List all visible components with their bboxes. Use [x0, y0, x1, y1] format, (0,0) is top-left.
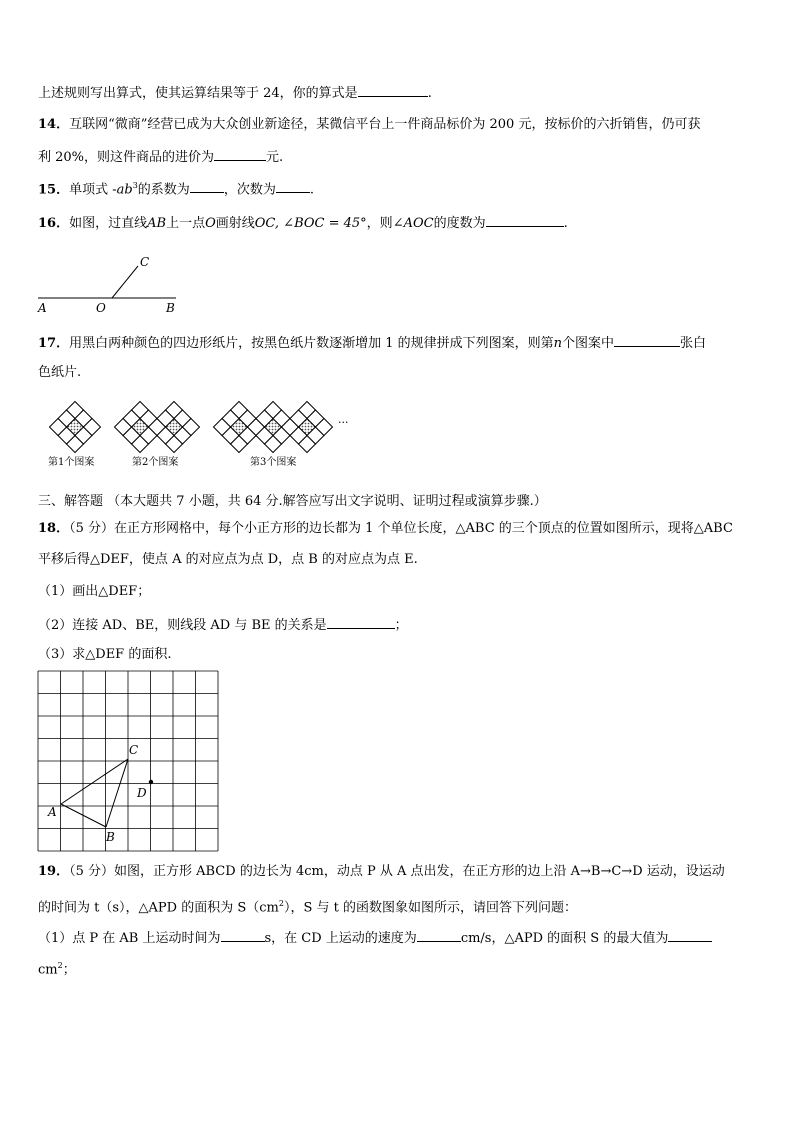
q15: 15．单项式 $-ab^3$的系数为 ，次数为 .	[38, 177, 756, 199]
square-grid	[36, 669, 222, 853]
answer-blank[interactable]	[276, 178, 310, 193]
q17-line2: 色纸片.	[38, 365, 82, 380]
q19-part1-cont: $cm^2$；	[38, 961, 76, 978]
caption-1: 第1个图案	[48, 457, 95, 468]
q18-part1: （1）画出△DEF；	[38, 584, 151, 599]
q18-line2: 平移后得△DEF，使点 A 的对应点为点 D，点 B 的对应点为点 E.	[38, 552, 418, 567]
caption-2: 第2个图案	[132, 457, 179, 468]
ellipsis: ···	[338, 416, 349, 429]
segment-ac	[61, 759, 128, 804]
label-o: O	[96, 301, 106, 314]
q18-part3: （3）求△DEF 的面积.	[38, 647, 172, 662]
label-d: D	[137, 786, 147, 800]
answer-blank[interactable]	[668, 927, 712, 942]
q14-line1: 14．互联网“微商”经营已成为大众创业新途径，某微信平台上一件商品标价为 200 元，按标价的六折销售，仍可获	[38, 117, 701, 132]
segment-bc	[106, 759, 128, 827]
answer-blank[interactable]	[614, 332, 680, 347]
grid-lines	[38, 671, 218, 851]
question-number: 19．	[38, 864, 70, 879]
q19-line1: 19．（5 分）如图，正方形 ABCD 的边长为 4cm，动点 P 从 A 点出发，在正方形的边上沿 A→B→C→D 运动，设运动	[38, 864, 725, 879]
caption-3: 第3个图案	[250, 457, 297, 468]
section-title: 三、解答题	[38, 494, 104, 509]
section-note: （本大题共 7 小题，共 64 分.解答应写出文字说明、证明过程或演算步骤.）	[107, 494, 547, 509]
q18-line1: 18．（5 分）在正方形网格中，每个小正方形的边长都为 1 个单位长度，△ABC 的三个顶点的位置如图所示，现将△ABC	[38, 521, 733, 536]
label-a: A	[48, 805, 57, 819]
answer-blank[interactable]	[214, 146, 266, 161]
q19-part1: （1）点 P 在 AB 上运动时间为 s，在 CD 上运动的速度为 cm/s，△APD 的面积 S 的最大值为	[38, 927, 756, 948]
label-b: B	[106, 830, 115, 844]
q17-line1: 17．用黑白两种颜色的四边形纸片，按黑色纸片数逐渐增加 1 的规律拼成下列图案，则第n个图案中 张白	[38, 332, 756, 353]
q14-line2: 利 20%，则这件商品的进价为 元.	[38, 146, 756, 167]
q13-tail-text: 上述规则写出算式，使其运算结果等于 24，你的算式是	[38, 86, 358, 101]
question-number: 17．	[38, 336, 70, 351]
question-number: 15．	[38, 182, 70, 198]
question-number: 18．	[38, 521, 70, 536]
angle-figure	[34, 252, 184, 314]
q18-part2: （2）连接 AD、BE，则线段 AD 与 BE 的关系是 ；	[38, 614, 756, 635]
question-number: 14．	[38, 117, 70, 132]
segment-ab	[61, 804, 106, 827]
answer-blank[interactable]	[486, 212, 564, 227]
question-number: 16．	[38, 216, 70, 231]
label-c: C	[140, 255, 150, 269]
point-d	[149, 780, 153, 784]
q13-tail: 上述规则写出算式，使其运算结果等于 24，你的算式是 .	[38, 82, 756, 103]
label-b: B	[166, 301, 175, 314]
answer-blank[interactable]	[221, 927, 265, 942]
label-a: A	[38, 301, 47, 314]
answer-blank[interactable]	[417, 927, 461, 942]
section-3-heading	[38, 493, 756, 511]
answer-blank[interactable]	[327, 614, 395, 629]
answer-blank[interactable]	[190, 178, 224, 193]
q16: 16．如图，过直线AB上一点O画射线OC, ∠BOC = 45°，则∠AOC的度数为 .	[38, 212, 756, 233]
label-c: C	[129, 743, 139, 757]
q19-line2: 的时间为 t（s），△APD 的面积为 $S(cm^2)$，S 与 t 的函数图象如图所示，请回答下列问题：	[38, 899, 577, 916]
ray-oc	[112, 266, 138, 298]
patterns-figure	[40, 398, 370, 472]
answer-blank[interactable]	[358, 82, 428, 97]
